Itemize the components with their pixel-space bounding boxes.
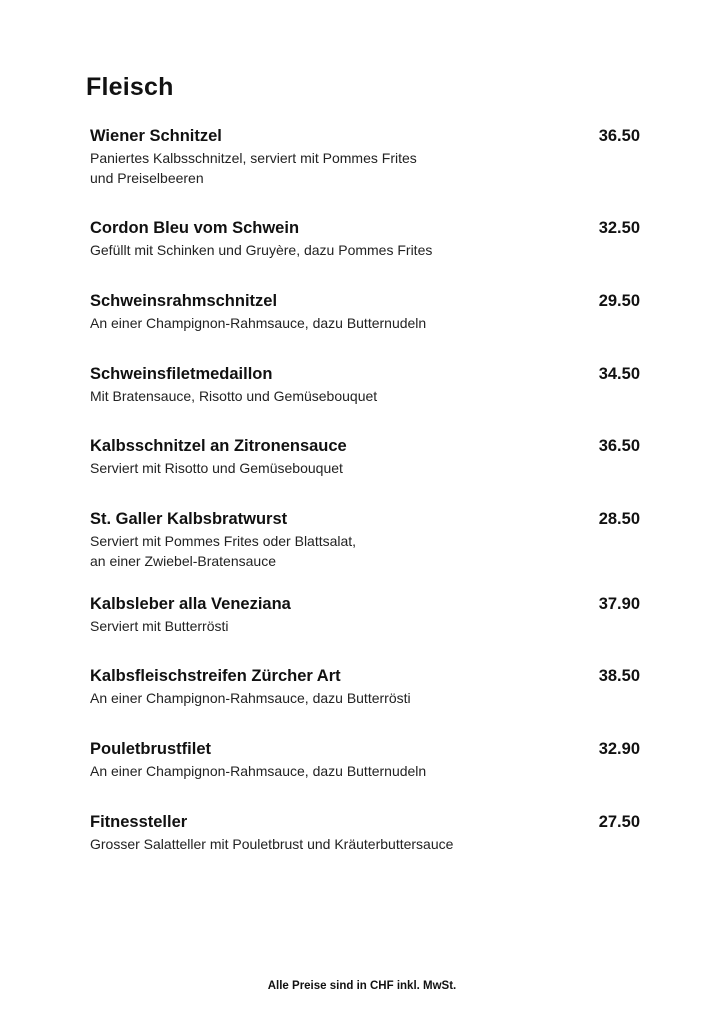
menu-item-header	[90, 810, 640, 834]
menu-item-description-line: und Preiselbeeren	[90, 169, 204, 186]
page-title: Fleisch	[86, 73, 174, 101]
menu-item-description-line: Serviert mit Butterrösti	[90, 618, 229, 634]
menu-item-name: Schweinsrahmschnitzel	[90, 292, 278, 310]
menu-item-header	[90, 664, 640, 688]
menu-item-header	[90, 737, 640, 761]
menu-item-name: Kalbsleber alla Veneziana	[90, 595, 291, 613]
menu-item-name: Wiener Schnitzel	[90, 127, 222, 145]
menu-item-schweinsrahmschnitzel	[90, 289, 640, 334]
menu-item-kalbsschnitzel-zitronensauce	[90, 434, 640, 479]
menu-item-description	[90, 241, 640, 261]
menu-item-price: 34.50	[598, 365, 640, 383]
menu-item-header	[90, 216, 640, 240]
menu-item-name: Kalbsfleischstreifen Zürcher Art	[90, 667, 341, 685]
menu-item-description-line: An einer Champignon-Rahmsauce, dazu Butternudeln	[90, 763, 427, 779]
menu-item-name: Kalbsschnitzel an Zitronensauce	[90, 437, 347, 455]
menu-item-description	[90, 532, 640, 571]
menu-item-price: 27.50	[598, 813, 640, 831]
menu-item-price: 36.50	[598, 127, 640, 145]
menu-item-description	[90, 314, 640, 334]
menu-item-description-line: an einer Zwiebel-Bratensauce	[90, 552, 276, 569]
menu-item-description-line: Mit Bratensauce, Risotto und Gemüsebouquet	[90, 388, 378, 404]
menu-item-price: 37.90	[598, 595, 640, 613]
menu-item-description	[90, 387, 640, 407]
menu-item-name: Cordon Bleu vom Schwein	[90, 219, 300, 237]
menu-item-description	[90, 149, 640, 188]
menu-item-price: 32.50	[598, 219, 640, 237]
menu-item-description-line: Paniertes Kalbsschnitzel, serviert mit Pommes Frites	[90, 150, 417, 166]
menu-item-price: 36.50	[598, 437, 640, 455]
menu-item-header	[90, 289, 640, 313]
price-note: Alle Preise sind in CHF inkl. MwSt.	[267, 980, 457, 992]
menu-item-description-line: Grosser Salatteller mit Pouletbrust und Kräuterbuttersauce	[90, 836, 454, 852]
menu-item-cordon-bleu	[90, 216, 640, 261]
menu-item-header	[90, 507, 640, 531]
menu-item-description-line: Gefüllt mit Schinken und Gruyère, dazu Pommes Frites	[90, 242, 433, 258]
menu-item-description	[90, 835, 640, 855]
menu-item-description-line: An einer Champignon-Rahmsauce, dazu Butternudeln	[90, 315, 427, 331]
menu-item-name: Fitnessteller	[90, 813, 188, 831]
menu-item-header	[90, 434, 640, 458]
menu-item-name: St. Galler Kalbsbratwurst	[90, 510, 288, 528]
menu-item-description-line: Serviert mit Pommes Frites oder Blattsalat,	[90, 533, 357, 549]
menu-item-schweinsfiletmedaillon	[90, 362, 640, 407]
menu-item-description	[90, 459, 640, 479]
menu-item-price: 29.50	[598, 292, 640, 310]
menu-item-header	[90, 592, 640, 616]
menu-item-price: 32.90	[598, 740, 640, 758]
menu-item-kalbsleber-veneziana	[90, 592, 640, 637]
menu-item-description	[90, 762, 640, 782]
menu-item-fitnessteller	[90, 810, 640, 855]
menu-item-price: 28.50	[598, 510, 640, 528]
menu-item-description-line: Serviert mit Risotto und Gemüsebouquet	[90, 460, 343, 476]
menu-item-header	[90, 124, 640, 148]
menu-item-st-galler-kalbsbratwurst	[90, 507, 640, 571]
menu-item-pouletbrustfilet	[90, 737, 640, 782]
menu-item-wiener-schnitzel	[90, 124, 640, 188]
menu-item-header	[90, 362, 640, 386]
menu-item-description	[90, 617, 640, 637]
menu-item-name: Schweinsfiletmedaillon	[90, 365, 273, 383]
menu-item-kalbsfleischstreifen	[90, 664, 640, 709]
menu-item-description	[90, 689, 640, 709]
menu-item-description-line: An einer Champignon-Rahmsauce, dazu Butterrösti	[90, 690, 411, 706]
menu-item-price: 38.50	[598, 667, 640, 685]
menu-item-name: Pouletbrustfilet	[90, 740, 212, 758]
